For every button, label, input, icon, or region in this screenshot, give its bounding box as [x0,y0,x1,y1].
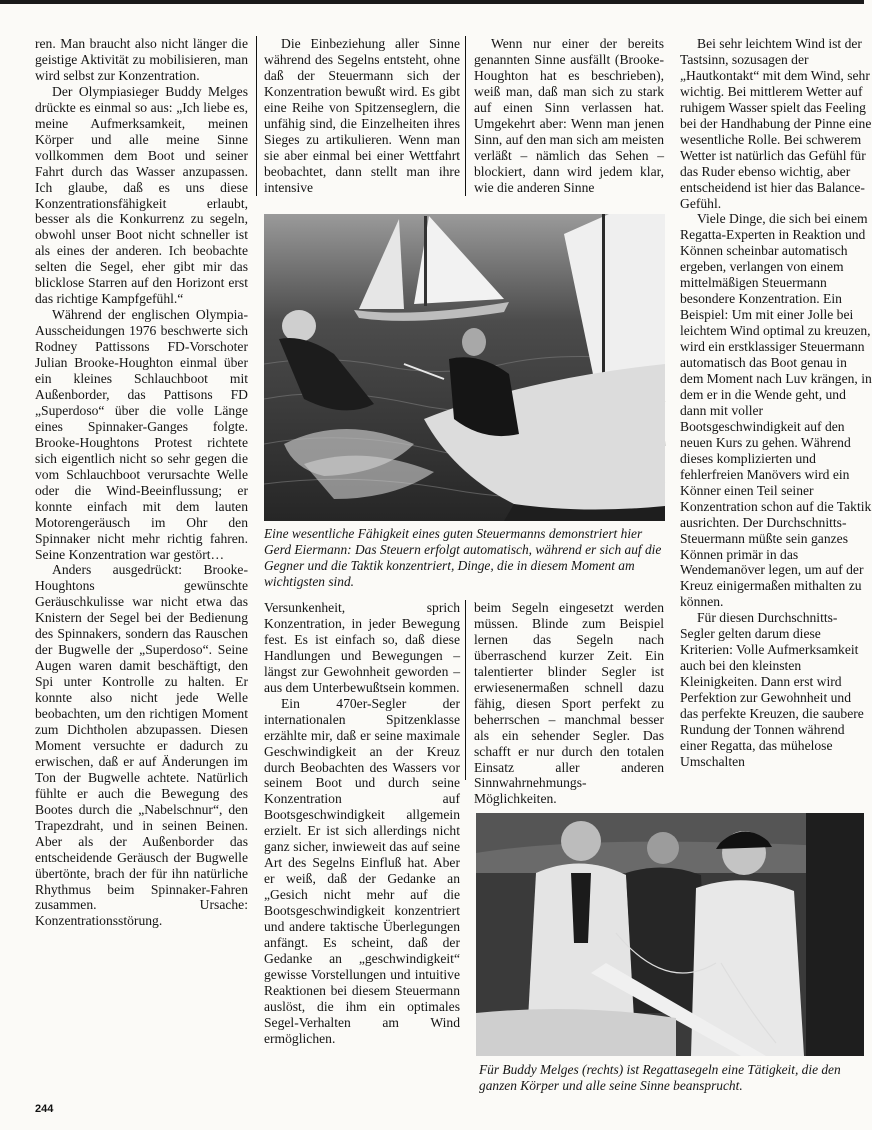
photo-caption-1: Eine wesentliche Fähigkeit eines guten Steuermanns demonstriert hier Gerd Eiermann: Das Steuern erfolgt automatisch, während er sich auf die Gegner und die Taktik konzentriert, Dinge, die in diesem Moment am wichtigsten sind. [264,526,662,589]
paragraph: Viele Dinge, die sich bei einem Regatta-Experten in Reaktion und Können scheinbar automatisch ergeben, verlangen von einem mittelmäßigen Steuermann besondere Konzentration. Ein Beispiel: Um mit einer Jolle bei leichtem Wind optimal zu kreuzen, wird ein erstklassiger Steuermann automatisch das Boot genau in dem Moment nach Luv krängen, in dem er in die Wende geht, und dann mit voller Bootsgeschwindigkeit auf den neuen Kurs zu gehen. Während dieses komplizierten und fehlerfreien Manövers wird ein Könner einen Teil seiner Konzentration schon auf die Taktik ausrichten. Der Durchschnitts-Steuermann müßte sein ganzes Können primär in das Wendemanöver legen, um auf der Kreuz einigermaßen mithalten zu können. [680,211,872,610]
page-number: 244 [35,1103,54,1115]
text-column-2-top [264,36,460,198]
paragraph: Bei sehr leichtem Wind ist der Tastsinn, sozusagen der „Hautkontakt“ mit dem Wind, sehr wichtig. Bei mittlerem Wetter auf ruhigem Wasser spielt das Feeling bei der Handhabung der Pinne eine wesentliche Rolle. Bei schwerem Wetter ist natürlich das Gefühl für das Ruder ebenso wichtig, aber entscheidend ist hier das Balance-Gefühl. [680,36,872,211]
column-rule [465,36,466,196]
paragraph: Wenn nur einer der bereits genannten Sinne ausfällt (Brooke-Houghton hat es beschrieben), weiß man, daß man sich zu stark auf einen Sinn verlassen hat. Umgekehrt aber: Wenn man jenen Sinn, auf den man sich am meisten verläßt – nämlich das Sehen – blockiert, dann wird jedem klar, wie die anderen Sinne [474,36,664,195]
sailing-dinghy-image [264,214,665,521]
paragraph: Versunkenheit, sprich Konzentration, in jeder Bewegung fest. Es ist einfach so, daß diese Handlungen und Bewegungen – längst zur Gewohnheit geworden – aus dem Unterbewußtsein kommen. [264,600,460,695]
paragraph: beim Segeln eingesetzt werden müssen. Blinde zum Beispiel lernen das Segeln nach überraschend kurzer Zeit. Ein talentierter blinder Segler ist erwiesenermaßen schnell dazu fähig, diesen Sport perfekt zu beherrschen – manchmal besser als ein sehender Segler. Das schafft er nur durch den totalen Einsatz aller anderen Sinnwahrnehmungs-Möglichkeiten. [474,600,664,807]
text-column-3-top [474,36,664,198]
text-column-2-bottom [264,600,460,1098]
paragraph: Während der englischen Olympia-Ausscheidungen 1976 beschwerte sich Rodney Pattissons FD-Vorschoter Julian Brooke-Houghton einmal über ein kleines Schlauchboot mit Außenborder, das Pattisons FD „Superdoso“ über die volle Länge eines Spinnaker-Ganges folgte. Brooke-Houghtons Protest richtete sich eigentlich nicht so sehr gegen die vom Schlauchboot verursachte Welle oder die Wind-Beeinflussung; er konnte einfach mit dem lauten Motorengeräusch im Ohr den Spinnaker nicht mehr richtig fahren. Seine Konzentration war gestört… [35,307,248,562]
text-column-1 [35,36,248,1099]
top-border [0,0,864,4]
paragraph: Anders ausgedrückt: Brooke-Houghtons gewünschte Geräuschkulisse war nicht etwa das Knistern der Segel bei der Bedienung des Spinnakers, sondern das Rauschen der Bugwelle der „Superdoso“. Seine Augen waren damit beschäftigt, den Spi unter Kontrolle zu halten. Er konnte also nicht jede Welle beobachten, um den richtigen Moment zum Dichtholen abzupassen. Diesen Moment versuchte er dadurch zu erwischen, daß er auf Änderungen im Ton der Bugwelle achtete. Natürlich fühlte er auch die Bewegung des Bootes durch die „Nabelschnur“, den Trapezdraht, und in seinen Beinen. Aber als der Außenborder das entscheidende Geräusch der Bugwelle übertönte, brach der für ihn natürliche Rhythmus beim Spinnaker-Fahren zusammen. Ursache: Konzentrationsstörung. [35,562,248,929]
column-rule [256,36,257,196]
column-rule [465,600,466,780]
paragraph: Der Olympiasieger Buddy Melges drückte es einmal so aus: „Ich liebe es, meine Aufmerksamkeit, meinen Körper und alle meine Sinne vollkommen dem Boot und seiner Fahrt durch das Wasser anzupassen. Ich glaube, daß es uns diese Konzentrationsfähigkeit erlaubt, besser als die Konkurrenz zu segeln, obwohl unser Boot nicht schneller ist als eines der anderen. Ich beobachte selten die Segel, eher gibt mir das blicklose Starren auf den Horizont erst das richtige Kampfgefühl.“ [35,83,248,307]
photo-caption-2: Für Buddy Melges (rechts) ist Regattasegeln eine Tätigkeit, die den ganzen Körper und alle seine Sinne beansprucht. [479,1062,841,1093]
crew-on-boat-image [476,813,864,1056]
paragraph: ren. Man braucht also nicht länger die geistige Aktivität zu mobilisieren, man wird selbst zur Konzentration. [35,36,248,83]
paragraph: Ein 470er-Segler der internationalen Spitzenklasse erzählte mir, daß er seine maximale Geschwindigkeit an der Kreuz durch Beobachten des Wassers vor seinem Boot und durch seine Konzentration auf Bootsgeschwindigkeit allgemein erzielt. Er ist sich allerdings nicht ganz sicher, inwieweit das auf seine Art des Segelns Einfluß hat. Aber er weiß, daß der Gedanke an „Gesich nicht mehr auf die Bootsgeschwindigkeit konzentriert und andere taktische Überlegungen anfängt. Es scheint, daß der Gedanke an „geschwindigkeit“ gewisse Vorstellungen und intuitive Reaktionen bei diesem Steuermann auslöst, die ihm ein optimales Segel-Verhalten am Wind ermöglichen. [264,695,460,1046]
paragraph: Für diesen Durchschnitts-Segler gelten darum diese Kriterien: Volle Aufmerksamkeit auch bei den kleinsten Kleinigkeiten. Dann erst wird Perfektion zur Gewohnheit und das perfekte Kreuzen, die saubere Rundung der Tonnen während einer Regatta, das mühelose Umschalten [680,610,864,769]
text-column-3-bottom [474,600,664,807]
sailing-photo [264,214,665,521]
paragraph: Die Einbeziehung aller Sinne während des Segelns entsteht, ohne daß der Steuermann sich der Konzentration bewußt wird. Es gibt eine Reihe von Spitzenseglern, die unfähig sind, die Einzelheiten ihres Sieges zu artikulieren. Wenn man sie aber einmal bei einer Wettfahrt beobachtet, dann stellt man ihre intensive [264,36,460,195]
melges-photo [476,813,864,1056]
text-column-4 [680,36,872,799]
